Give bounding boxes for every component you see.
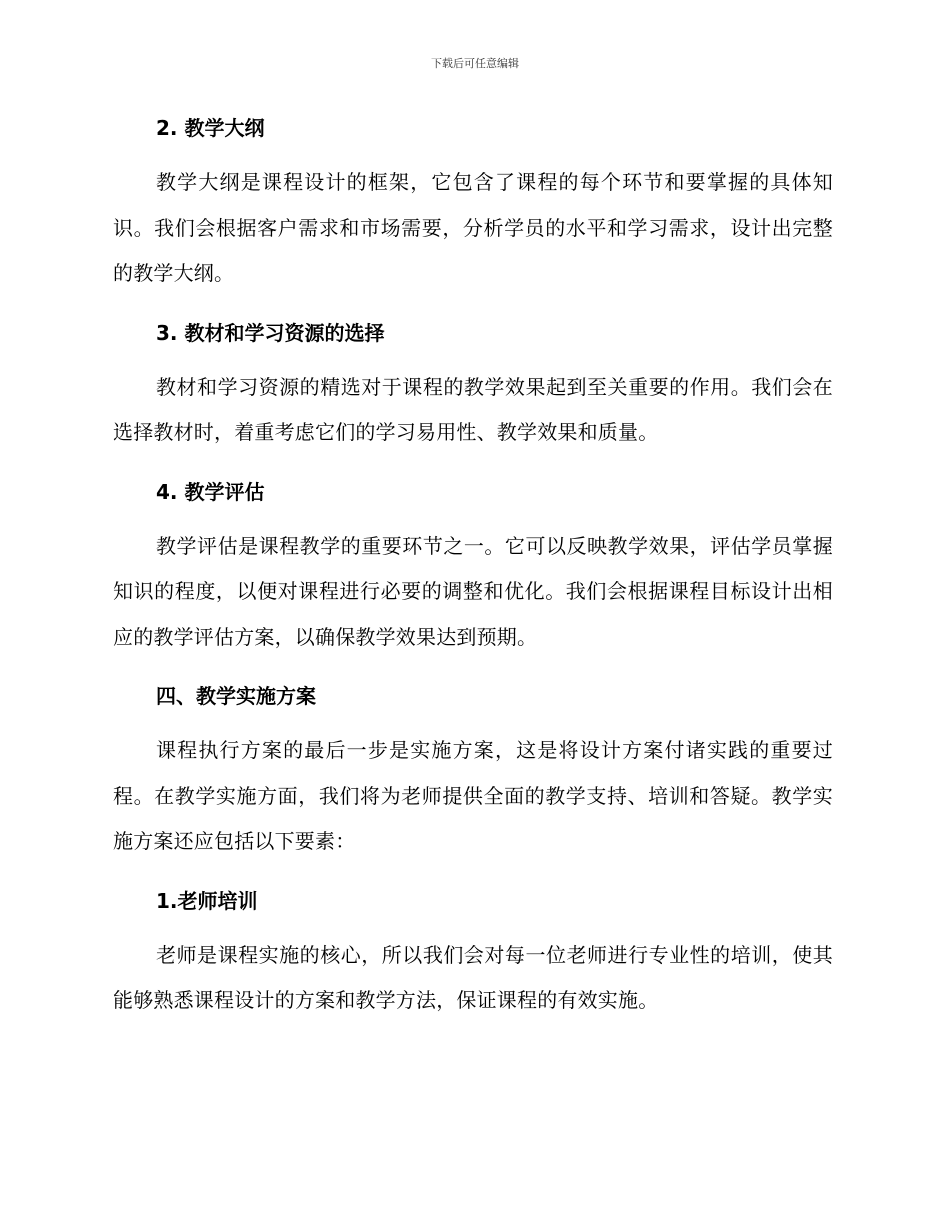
section-paragraph-syllabus: 教学大纲是课程设计的框架，它包含了课程的每个环节和要掌握的具体知识。我们会根据客户需求和市场需要，分析学员的水平和学习需求，设计出完整的教学大纲。 bbox=[113, 170, 833, 285]
section-heading-materials: 3. 教材和学习资源的选择 bbox=[156, 320, 385, 345]
section-heading-implementation: 四、教学实施方案 bbox=[156, 684, 316, 708]
section-paragraph-teacher-training: 老师是课程实施的核心，所以我们会对每一位老师进行专业性的培训，使其能够熟悉课程设计的方案和教学方法，保证课程的有效实施。 bbox=[113, 942, 833, 1012]
header-note: 下载后可任意编辑 bbox=[431, 57, 519, 70]
section-heading-syllabus: 2. 教学大纲 bbox=[156, 116, 265, 140]
section-paragraph-evaluation: 教学评估是课程教学的重要环节之一。它可以反映教学效果，评估学员掌握知识的程度，以便对课程进行必要的调整和优化。我们会根据课程目标设计出相应的教学评估方案，以确保教学效果达到预期。 bbox=[113, 533, 833, 649]
section-paragraph-materials: 教材和学习资源的精选对于课程的教学效果起到至关重要的作用。我们会在选择教材时，着重考虑它们的学习易用性、教学效果和质量。 bbox=[113, 374, 833, 444]
section-paragraph-implementation: 课程执行方案的最后一步是实施方案，这是将设计方案付诸实践的重要过程。在教学实施方面，我们将为老师提供全面的教学支持、培训和答疑。教学实施方案还应包括以下要素： bbox=[113, 738, 833, 853]
document-body bbox=[113, 110, 833, 1024]
section-heading-evaluation: 4. 教学评估 bbox=[156, 479, 265, 504]
section-heading-teacher-training: 1.老师培训 bbox=[156, 888, 258, 913]
